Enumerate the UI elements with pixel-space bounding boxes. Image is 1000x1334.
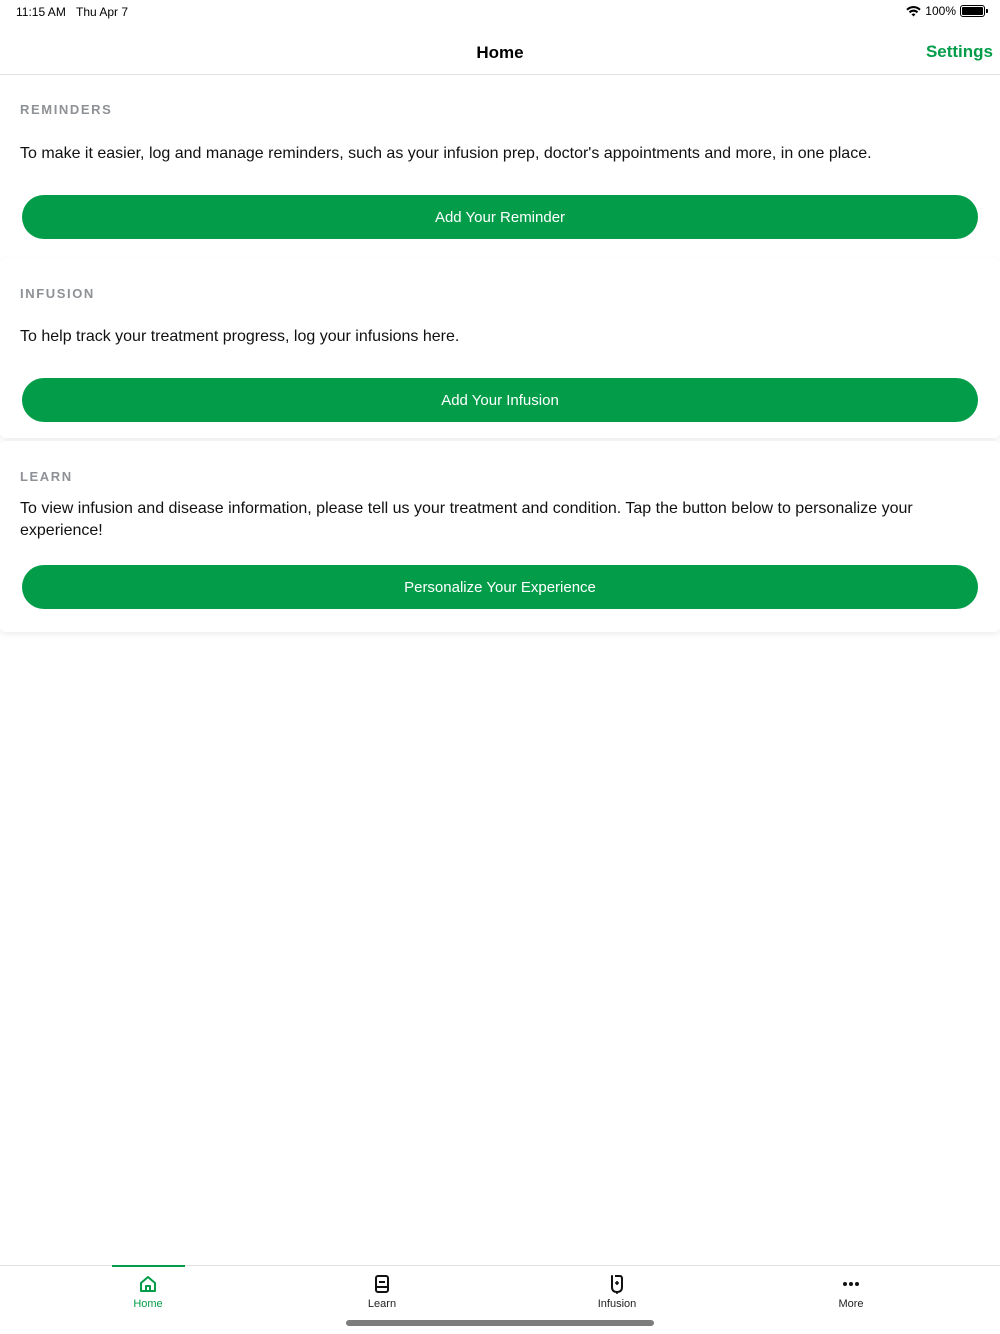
navigation-bar (0, 24, 1000, 75)
page-title: Home (476, 43, 524, 62)
tab-learn[interactable] (322, 1266, 442, 1321)
status-bar (0, 0, 1000, 24)
tab-more-label: More (838, 1298, 864, 1310)
reminders-card (0, 76, 1000, 256)
infusion-icon (606, 1273, 628, 1295)
tab-infusion[interactable] (557, 1266, 677, 1321)
tab-infusion-label: Infusion (597, 1298, 637, 1310)
status-right (906, 4, 985, 18)
infusion-card (0, 258, 1000, 438)
battery-icon (960, 5, 985, 17)
book-icon (371, 1273, 393, 1295)
status-time: 11:15 AM (16, 5, 66, 19)
tab-home-label: Home (133, 1298, 163, 1310)
battery-percent: 100% (925, 4, 956, 18)
more-icon (840, 1273, 862, 1295)
home-icon (137, 1273, 159, 1295)
wifi-icon (906, 6, 921, 17)
reminders-header: REMINDERS (20, 102, 113, 117)
tab-more[interactable] (791, 1266, 911, 1321)
infusion-header: INFUSION (20, 286, 95, 301)
learn-description: To view infusion and disease information, please tell us your treatment and condition. Tap the button below to personalize your experience! (20, 500, 913, 539)
settings-button[interactable]: Settings (925, 42, 993, 61)
learn-card (0, 441, 1000, 632)
add-reminder-button[interactable]: Add Your Reminder (22, 195, 978, 239)
infusion-description: To help track your treatment progress, log your infusions here. (20, 328, 460, 345)
tab-home[interactable] (88, 1266, 208, 1321)
add-infusion-button[interactable]: Add Your Infusion (22, 378, 978, 422)
reminders-description: To make it easier, log and manage reminders, such as your infusion prep, doctor's appointments and more, in one place. (20, 145, 872, 162)
personalize-experience-button[interactable]: Personalize Your Experience (22, 565, 978, 609)
learn-header: LEARN (20, 469, 73, 484)
home-indicator[interactable] (346, 1320, 654, 1326)
status-date: Thu Apr 7 (76, 5, 129, 19)
tab-learn-label: Learn (367, 1298, 397, 1310)
